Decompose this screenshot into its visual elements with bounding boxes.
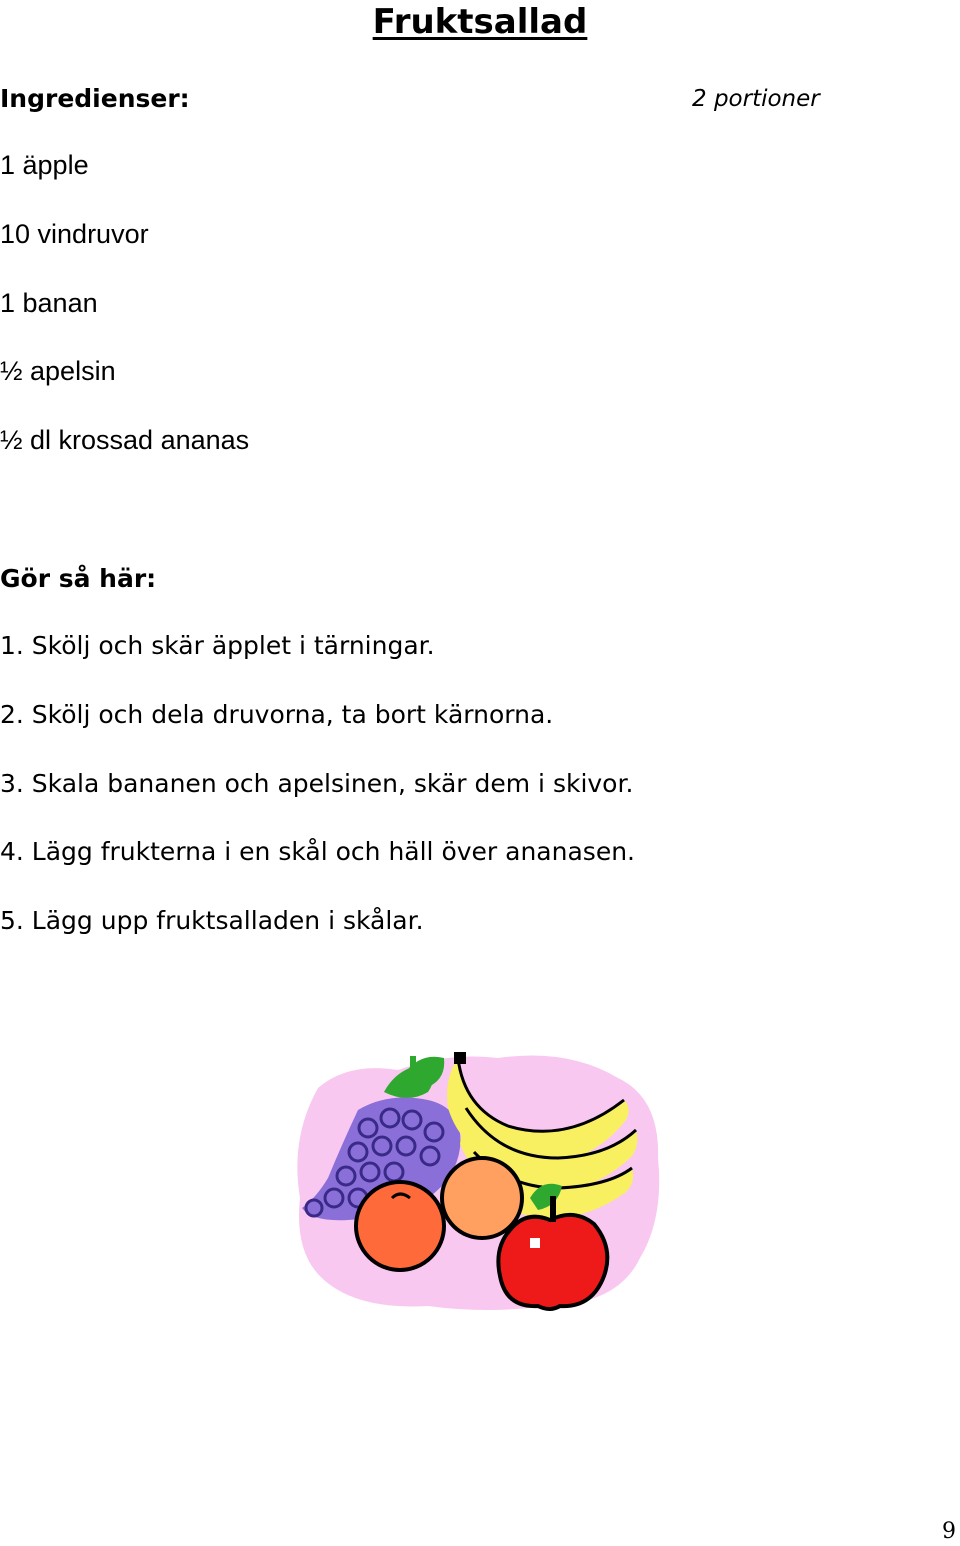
page-number: 9 [942, 1519, 956, 1544]
ingredients-heading: Ingredienser: [0, 84, 190, 113]
ingredient-item: 1 äpple [0, 150, 89, 180]
ingredient-item: ½ dl krossad ananas [0, 425, 250, 455]
instruction-step: 4. Lägg frukterna i en skål och häll över ananasen. [0, 837, 635, 867]
instruction-step: 1. Skölj och skär äpplet i tärningar. [0, 631, 435, 660]
instruction-step: 5. Lägg upp fruktsalladen i skålar. [0, 906, 424, 935]
instruction-step: 3. Skala bananen och apelsinen, skär dem i skivor. [0, 768, 634, 798]
recipe-title: Fruktsallad [372, 2, 588, 42]
instruction-step: 2. Skölj och dela druvorna, ta bort kärnorna. [0, 699, 554, 729]
instruction-steps [0, 630, 635, 974]
ingredient-item: 1 banan [0, 287, 98, 318]
fruit-clipart-icon [288, 1048, 664, 1312]
ingredient-list [0, 149, 249, 493]
ingredient-item: 10 vindruvor [0, 218, 149, 249]
ingredient-item: ½ apelsin [0, 356, 116, 387]
instructions-heading: Gör så här: [0, 564, 157, 593]
portions-label: 2 portioner [692, 86, 820, 112]
